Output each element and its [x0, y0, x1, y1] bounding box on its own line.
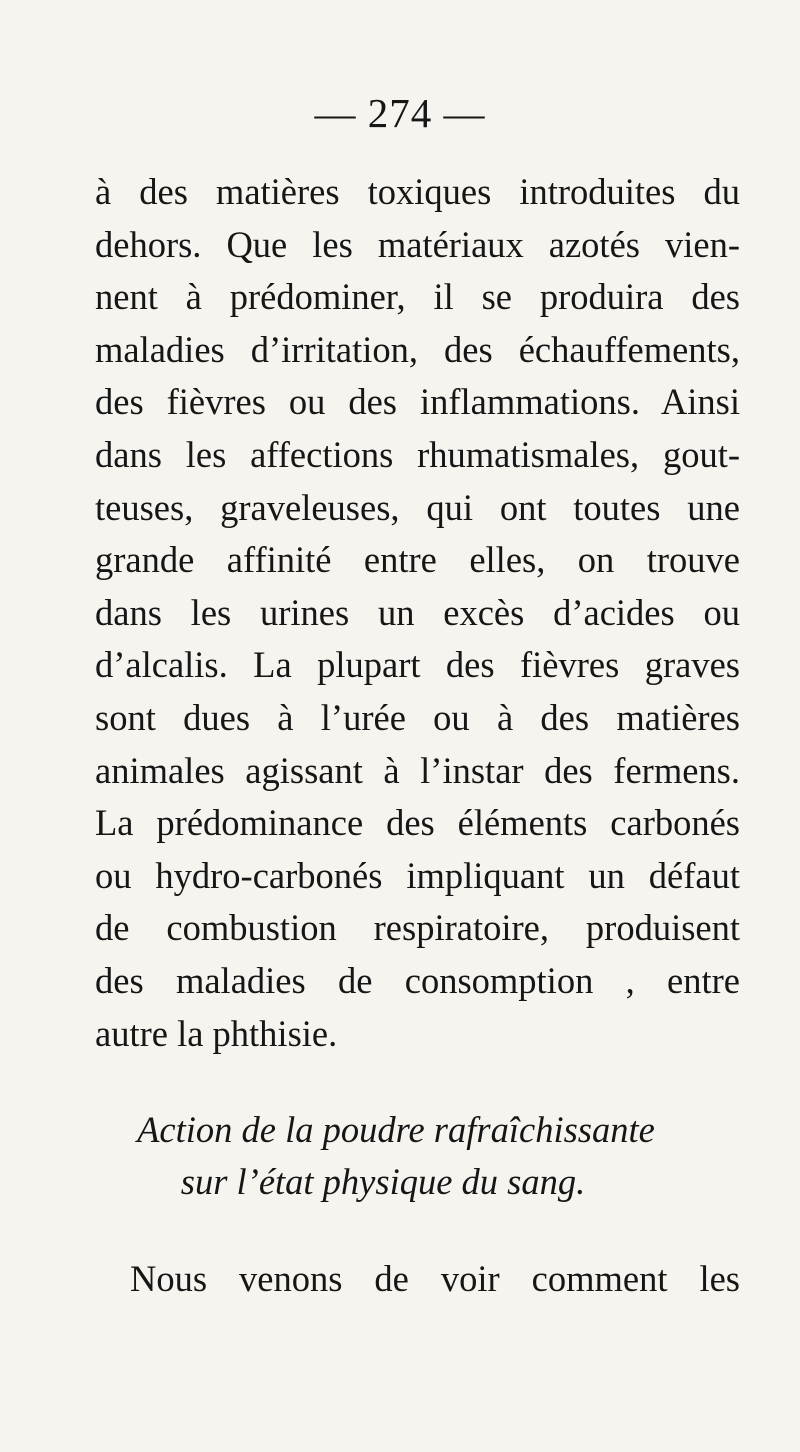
text-line: nent à prédominer, il se produira des: [95, 276, 740, 318]
text-line: animales agissant à l’instar des fermens.: [95, 749, 740, 791]
text-line: d’alcalis. La plupart des fièvres graves: [95, 644, 740, 686]
text-line: des maladies de consomption , entre: [95, 959, 740, 1001]
text-line: maladies d’irritation, des échauffements,: [95, 328, 740, 370]
section-heading-line-1: Action de la poudre rafraîchissante: [137, 1109, 655, 1150]
text-line: dans les urines un excès d’acides ou: [95, 591, 740, 633]
text-line: des fièvres ou des inflammations. Ainsi: [95, 381, 740, 423]
text-line: La prédominance des éléments carbonés: [95, 802, 740, 844]
next-paragraph: [130, 1253, 740, 1306]
text-line: de combustion respiratoire, produisent: [95, 907, 740, 949]
text-line: à des matières toxiques introduites du: [95, 171, 740, 212]
text-line: teuses, graveleuses, qui ont toutes une: [95, 486, 740, 528]
text-line: grande affinité entre elles, on trouve: [95, 539, 740, 581]
text-line: dans les affections rhumatismales, gout-: [95, 433, 740, 475]
text-line: ou hydro-carbonés impliquant un défaut: [95, 854, 740, 896]
page-number-header: — 274 —: [314, 90, 486, 136]
paragraph: [95, 166, 740, 1060]
section-heading-line-2: sur l’état physique du sang.: [180, 1161, 586, 1202]
text-line: autre la phthisie.: [95, 1012, 338, 1054]
section-heading: [0, 1104, 800, 1208]
text-line: dehors. Que les matériaux azotés vien-: [95, 223, 740, 265]
text-line: sont dues à l’urée ou à des matières: [95, 696, 740, 738]
text-line: Nous venons de voir comment les: [130, 1258, 740, 1299]
